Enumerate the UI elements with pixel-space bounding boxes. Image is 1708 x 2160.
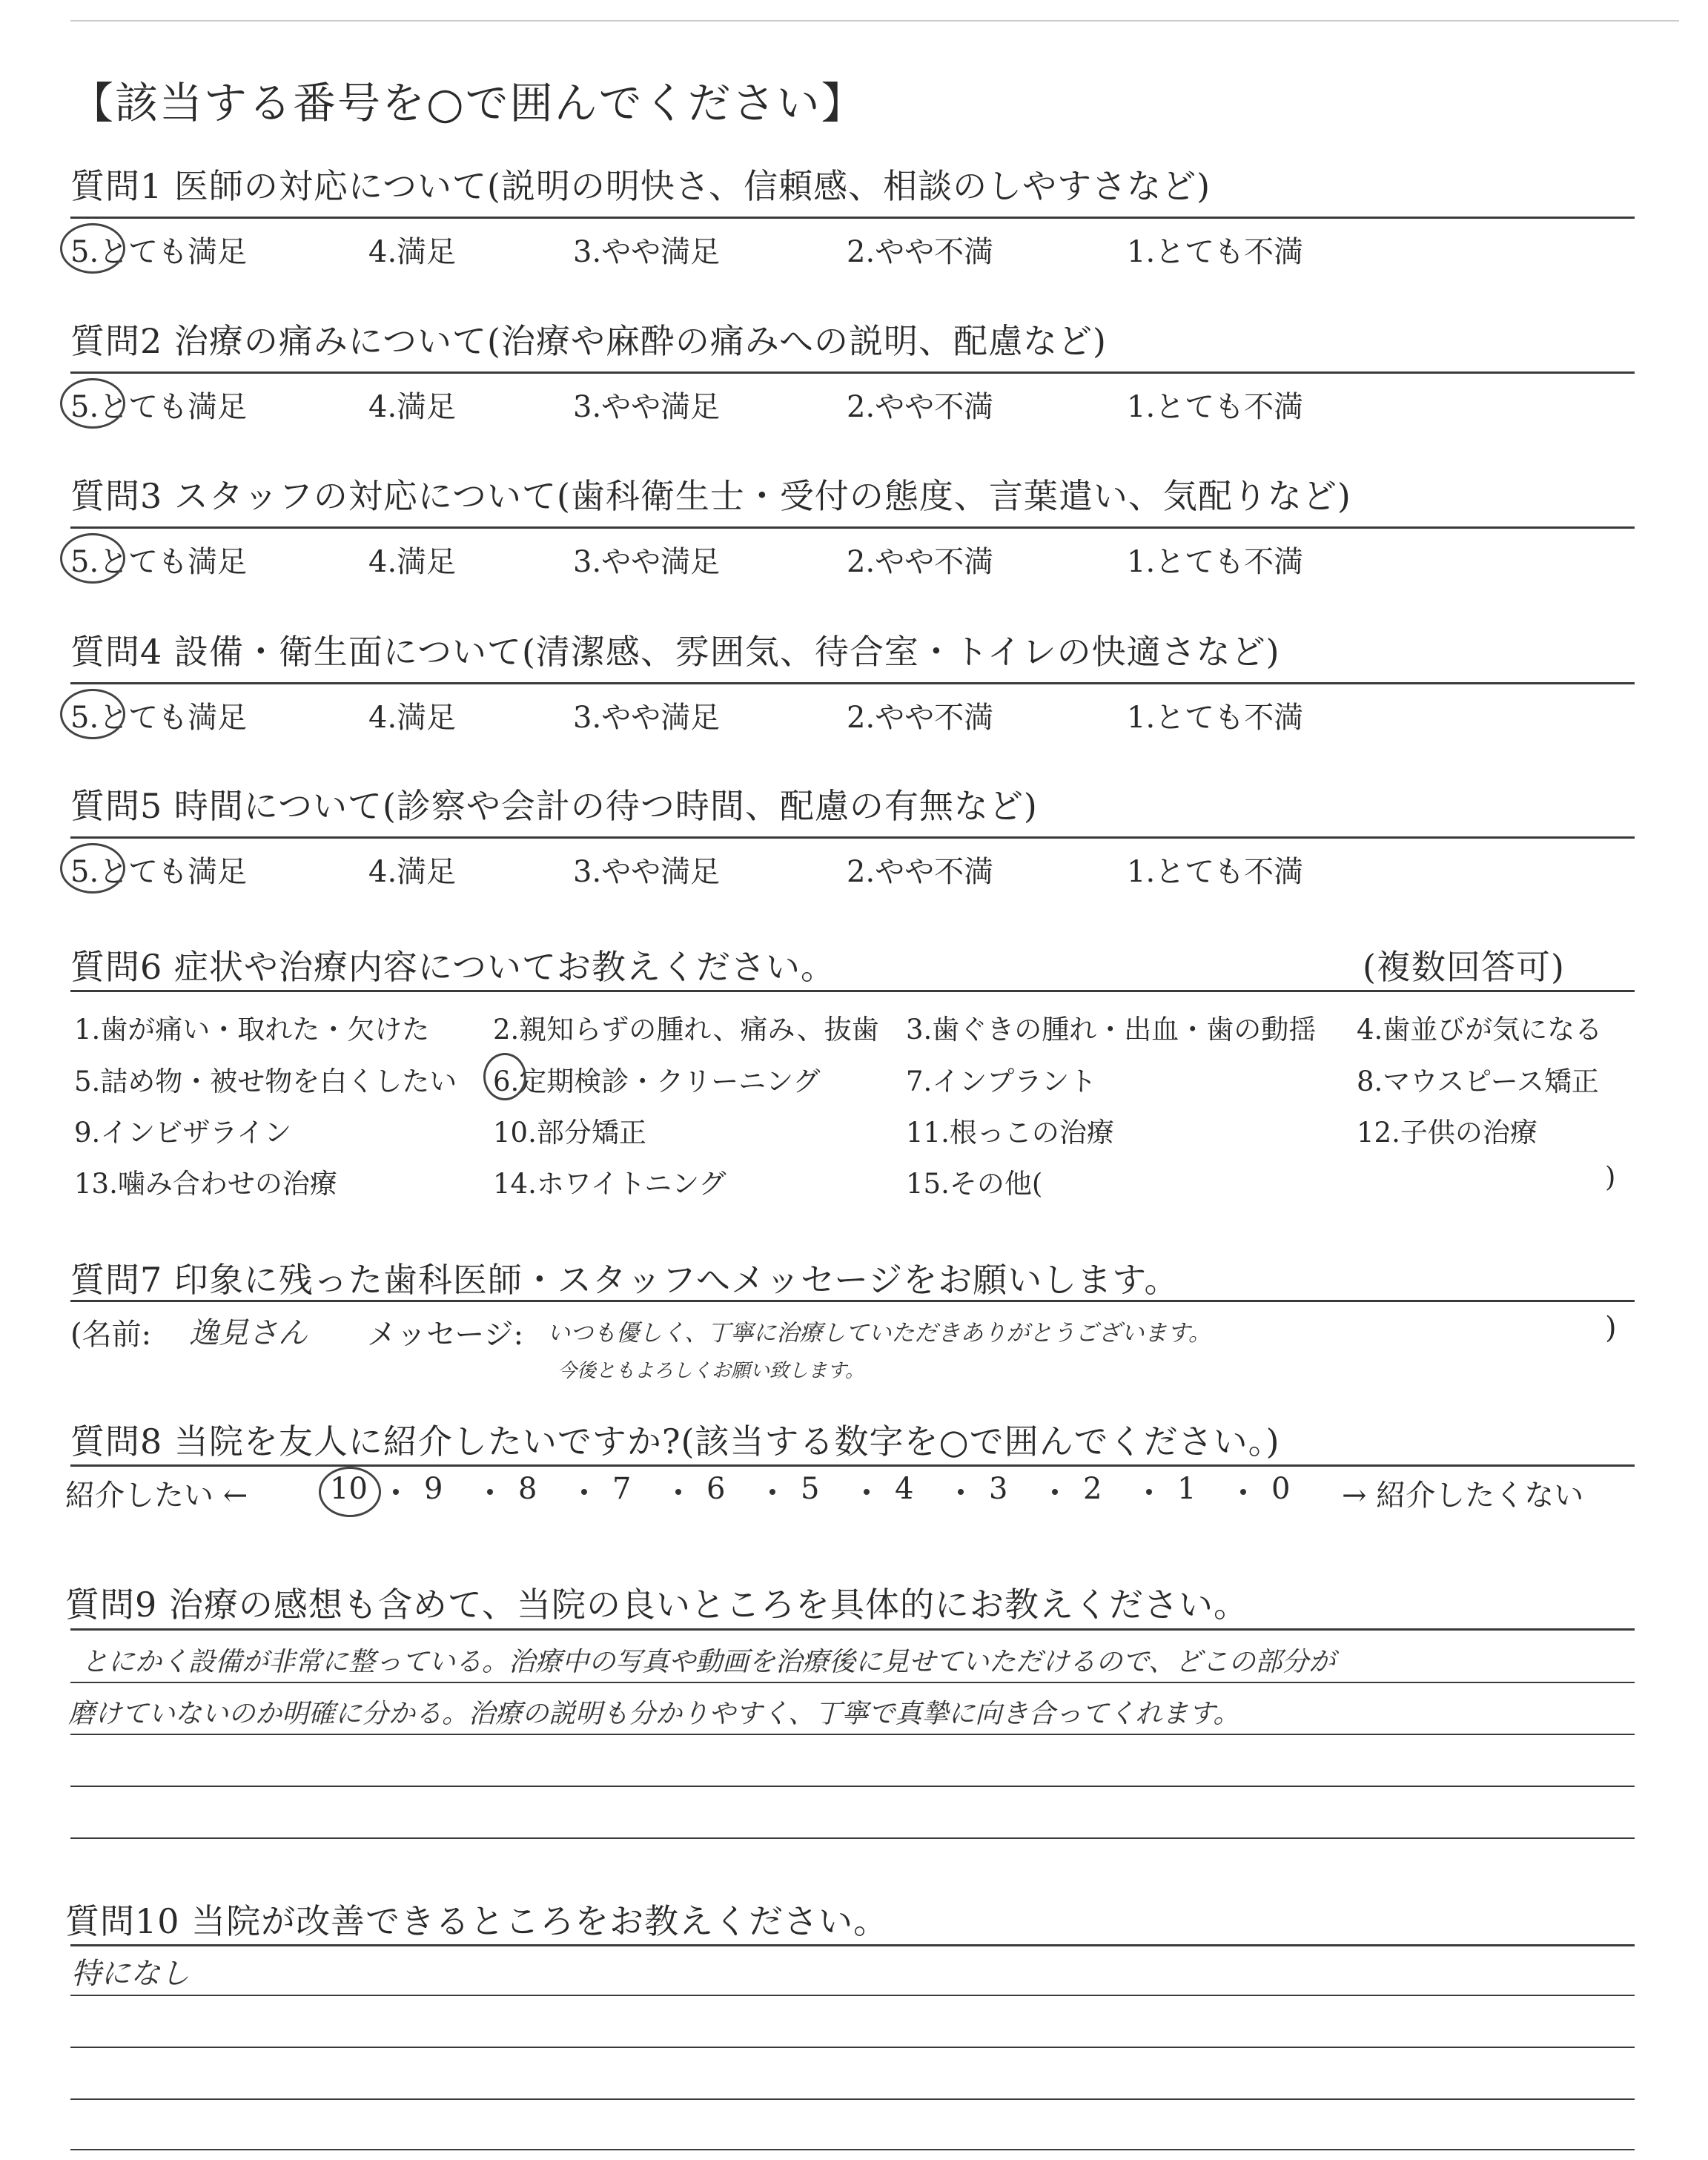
top-rule (70, 20, 1679, 22)
q5-option-3[interactable]: 3.やや満足 (573, 855, 721, 889)
q1-rule (70, 217, 1635, 219)
q7-close-paren: ) (1605, 1311, 1617, 1345)
q8-scale-dot (675, 1489, 681, 1495)
q9-answer-line2: 磨けていないのか明確に分かる。治療の説明も分かりやすく、丁寧で真摯に向き合ってくれます。 (68, 1699, 1240, 1729)
q3-option-5[interactable]: 5.とても満足 (70, 545, 248, 579)
q9-rule-3 (70, 1734, 1635, 1735)
q8-scale-dot (1240, 1489, 1246, 1495)
q8-scale-7[interactable]: 7 (612, 1472, 632, 1506)
q6-item-8[interactable]: 8.マウスピース矯正 (1357, 1066, 1599, 1097)
q2-label: 質問2 治療の痛みについて(治療や麻酔の痛みへの説明、配慮など) (70, 321, 1107, 361)
q7-rule (70, 1300, 1635, 1302)
q6-note: (複数回答可) (1363, 947, 1565, 987)
q5-rule (70, 836, 1635, 839)
q7-message-label: メッセージ: (367, 1318, 524, 1352)
q8-scale-1[interactable]: 1 (1177, 1472, 1196, 1506)
q4-option-3[interactable]: 3.やや満足 (573, 701, 721, 735)
q8-scale-4[interactable]: 4 (895, 1472, 914, 1506)
q3-option-3[interactable]: 3.やや満足 (573, 545, 721, 579)
q3-option-2[interactable]: 2.やや不満 (847, 545, 994, 579)
q4-label: 質問4 設備・衛生面について(清潔感、雰囲気、待合室・トイレの快適さなど) (70, 632, 1280, 672)
q5-option-5[interactable]: 5.とても満足 (70, 855, 248, 889)
q9-rule-5 (70, 1837, 1635, 1839)
q1-option-2[interactable]: 2.やや不満 (847, 235, 994, 269)
q5-selection-circle (60, 843, 125, 894)
q8-scale-dot (393, 1489, 399, 1495)
q8-scale-dot (864, 1489, 870, 1495)
q6-item-15[interactable]: 15.その他( (906, 1168, 1043, 1200)
q8-scale-dot (487, 1489, 493, 1495)
q6-item-13[interactable]: 13.噛み合わせの治療 (74, 1168, 337, 1200)
q3-option-4[interactable]: 4.満足 (368, 545, 457, 579)
q8-scale-dot (1146, 1489, 1152, 1495)
q8-scale-dot (1052, 1489, 1058, 1495)
q6-label: 質問6 症状や治療内容についてお教えください。 (70, 947, 835, 987)
q10-answer: 特になし (71, 1957, 190, 1991)
q7-message-line2: 今後ともよろしくお願い致します。 (557, 1360, 864, 1382)
q3-option-1[interactable]: 1.とても不満 (1127, 545, 1304, 579)
q6-item-6[interactable]: 6.定期検診・クリーニング (493, 1066, 821, 1097)
q8-label: 質問8 当院を友人に紹介したいですか?(該当する数字を○で囲んでください。) (70, 1421, 1280, 1462)
q8-right-label: → 紹介したくない (1342, 1479, 1584, 1513)
q8-scale-6[interactable]: 6 (706, 1472, 726, 1506)
q6-item-9[interactable]: 9.インビザライン (74, 1117, 292, 1149)
q9-answer-line1: とにかく設備が非常に整っている。治療中の写真や動画を治療後に見せていただけるので、どこの部分が (82, 1647, 1336, 1677)
q6-item-2[interactable]: 2.親知らずの腫れ、痛み、抜歯 (493, 1014, 879, 1046)
q3-rule (70, 526, 1635, 529)
q8-scale-dot (769, 1489, 775, 1495)
q9-rule-1 (70, 1628, 1635, 1631)
q1-option-4[interactable]: 4.満足 (368, 235, 457, 269)
q6-item-11[interactable]: 11.根っこの治療 (906, 1117, 1114, 1149)
q5-option-1[interactable]: 1.とても不満 (1127, 855, 1304, 889)
q4-rule (70, 682, 1635, 684)
q4-option-5[interactable]: 5.とても満足 (70, 701, 248, 735)
q10-rule-2 (70, 1995, 1635, 1996)
q7-name-label: (名前: (70, 1318, 152, 1352)
q8-scale-0[interactable]: 0 (1271, 1472, 1291, 1506)
q6-selection-circle (483, 1053, 526, 1100)
q7-name-value: 逸見さん (189, 1316, 308, 1350)
q6-rule (70, 990, 1635, 992)
q8-scale-10[interactable]: 10 (330, 1472, 368, 1506)
q6-item-10[interactable]: 10.部分矯正 (493, 1117, 646, 1149)
q5-option-4[interactable]: 4.満足 (368, 855, 457, 889)
q2-option-3[interactable]: 3.やや満足 (573, 390, 721, 424)
q6-item-15-close: ) (1605, 1161, 1616, 1193)
q1-selection-circle (60, 223, 125, 274)
q8-scale-dot (958, 1489, 964, 1495)
q8-left-label: 紹介したい ← (65, 1479, 248, 1513)
q9-rule-2 (70, 1682, 1635, 1683)
q5-option-2[interactable]: 2.やや不満 (847, 855, 994, 889)
q8-scale-2[interactable]: 2 (1083, 1472, 1102, 1506)
q7-message-line1: いつも優しく、丁寧に治療していただきありがとうございます。 (547, 1320, 1211, 1347)
q1-label: 質問1 医師の対応について(説明の明快さ、信頼感、相談のしやすさなど) (70, 166, 1211, 206)
q2-option-2[interactable]: 2.やや不満 (847, 390, 994, 424)
q6-item-3[interactable]: 3.歯ぐきの腫れ・出血・歯の動揺 (906, 1014, 1317, 1046)
q6-item-7[interactable]: 7.インプラント (906, 1066, 1097, 1097)
q4-option-1[interactable]: 1.とても不満 (1127, 701, 1304, 735)
q8-scale-9[interactable]: 9 (424, 1472, 443, 1506)
q8-rule (70, 1464, 1635, 1467)
q2-option-5[interactable]: 5.とても満足 (70, 390, 248, 424)
q6-item-5[interactable]: 5.詰め物・被せ物を白くしたい (74, 1066, 457, 1097)
q6-item-1[interactable]: 1.歯が痛い・取れた・欠けた (74, 1014, 430, 1046)
q8-scale-dot (581, 1489, 587, 1495)
q10-rule-5 (70, 2149, 1635, 2150)
q8-scale-5[interactable]: 5 (801, 1472, 820, 1506)
q7-label: 質問7 印象に残った歯科医師・スタッフへメッセージをお願いします。 (70, 1260, 1179, 1300)
q10-rule-3 (70, 2047, 1635, 2048)
q1-option-5[interactable]: 5.とても満足 (70, 235, 248, 269)
q3-label: 質問3 スタッフの対応について(歯科衛生士・受付の態度、言葉遣い、気配りなど) (70, 476, 1351, 516)
q5-label: 質問5 時間について(診察や会計の待つ時間、配慮の有無など) (70, 786, 1038, 826)
q8-scale-3[interactable]: 3 (989, 1472, 1008, 1506)
q2-option-1[interactable]: 1.とても不満 (1127, 390, 1304, 424)
q10-rule-4 (70, 2098, 1635, 2100)
q9-rule-4 (70, 1786, 1635, 1787)
q6-item-4[interactable]: 4.歯並びが気になる (1357, 1014, 1603, 1046)
q10-label: 質問10 当院が改善できるところをお教えください。 (65, 1901, 889, 1941)
q10-rule-1 (70, 1944, 1635, 1946)
q6-item-14[interactable]: 14.ホワイトニング (493, 1168, 726, 1200)
q4-option-4[interactable]: 4.満足 (368, 701, 457, 735)
q2-selection-circle (60, 378, 125, 429)
q3-selection-circle (60, 533, 125, 584)
q4-selection-circle (60, 689, 125, 739)
q9-label: 質問9 治療の感想も含めて、当院の良いところを具体的にお教えください。 (65, 1585, 1248, 1625)
q1-option-3[interactable]: 3.やや満足 (573, 235, 721, 269)
page-heading: 【該当する番号を○で囲んでください】 (70, 78, 866, 128)
q6-item-12[interactable]: 12.子供の治療 (1357, 1117, 1537, 1149)
q8-selection-circle (319, 1467, 381, 1517)
q1-option-1[interactable]: 1.とても不満 (1127, 235, 1304, 269)
q2-option-4[interactable]: 4.満足 (368, 390, 457, 424)
q4-option-2[interactable]: 2.やや不満 (847, 701, 994, 735)
q2-rule (70, 371, 1635, 374)
q8-scale-8[interactable]: 8 (518, 1472, 537, 1506)
